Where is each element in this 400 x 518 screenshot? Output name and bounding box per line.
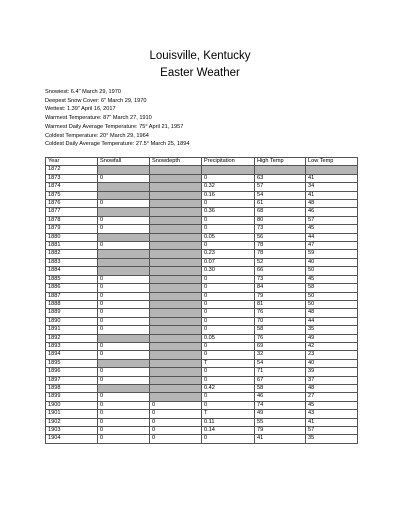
table-row — [46, 342, 358, 350]
column-header-high-temp: High Temp — [255, 158, 306, 166]
table-row — [46, 275, 358, 283]
cell-low-temp: 50 — [306, 267, 358, 275]
cell-snowdepth — [150, 317, 202, 325]
cell-high-temp: 71 — [255, 368, 306, 376]
cell-snowdepth — [150, 216, 202, 224]
table-row — [46, 359, 358, 367]
table-row — [46, 250, 358, 258]
cell-snowdepth — [150, 166, 202, 174]
cell-high-temp — [255, 166, 306, 174]
cell-low-temp: 40 — [306, 258, 358, 266]
cell-snowfall — [98, 233, 150, 241]
easter-weather-table — [45, 157, 358, 444]
cell-high-temp: 78 — [255, 250, 306, 258]
cell-low-temp: 41 — [306, 418, 358, 426]
cell-year: 1885 — [46, 275, 98, 283]
cell-low-temp: 23 — [306, 351, 358, 359]
cell-year: 1889 — [46, 309, 98, 317]
cell-snowdepth — [150, 200, 202, 208]
record-deepest-snow-cover: Deepest Snow Cover: 6" March 29, 1970 — [45, 97, 147, 104]
cell-precipitation: 0.23 — [202, 250, 255, 258]
cell-precipitation: 0 — [202, 225, 255, 233]
cell-precipitation: 0.14 — [202, 427, 255, 435]
cell-snowfall: 0 — [98, 326, 150, 334]
cell-year: 1900 — [46, 401, 98, 409]
cell-snowfall — [98, 250, 150, 258]
table-row — [46, 401, 358, 409]
cell-snowfall: 0 — [98, 342, 150, 350]
cell-snowdepth — [150, 191, 202, 199]
cell-snowdepth — [150, 275, 202, 283]
cell-high-temp: 46 — [255, 393, 306, 401]
cell-year: 1886 — [46, 284, 98, 292]
cell-precipitation: 0.32 — [202, 183, 255, 191]
table-body — [46, 166, 358, 443]
record-snowiest: Snowiest: 6.4" March 29, 1970 — [45, 89, 121, 95]
cell-precipitation: 0 — [202, 309, 255, 317]
cell-snowfall: 0 — [98, 351, 150, 359]
cell-year: 1881 — [46, 242, 98, 250]
table-row — [46, 200, 358, 208]
table-row — [46, 166, 358, 174]
cell-precipitation: 0 — [202, 368, 255, 376]
cell-low-temp: 27 — [306, 393, 358, 401]
cell-low-temp: 48 — [306, 200, 358, 208]
cell-year: 1878 — [46, 216, 98, 224]
cell-snowfall: 0 — [98, 427, 150, 435]
cell-snowdepth — [150, 284, 202, 292]
cell-low-temp: 48 — [306, 309, 358, 317]
cell-high-temp: 32 — [255, 351, 306, 359]
cell-precipitation: 0 — [202, 393, 255, 401]
cell-year: 1904 — [46, 435, 98, 443]
cell-year: 1879 — [46, 225, 98, 233]
table-header-row — [46, 158, 358, 166]
cell-snowfall — [98, 267, 150, 275]
table-row — [46, 317, 358, 325]
cell-snowdepth — [150, 334, 202, 342]
cell-snowdepth — [150, 384, 202, 392]
cell-snowfall — [98, 183, 150, 191]
cell-snowfall: 0 — [98, 410, 150, 418]
cell-year: 1884 — [46, 267, 98, 275]
cell-high-temp: 79 — [255, 292, 306, 300]
page-title: Louisville, Kentucky — [149, 50, 251, 62]
cell-high-temp: 63 — [255, 174, 306, 182]
cell-low-temp: 42 — [306, 342, 358, 350]
cell-high-temp: 76 — [255, 334, 306, 342]
cell-high-temp: 58 — [255, 384, 306, 392]
cell-high-temp: 54 — [255, 191, 306, 199]
cell-snowfall — [98, 384, 150, 392]
cell-snowfall: 0 — [98, 418, 150, 426]
column-header-snowfall: Snowfall — [98, 158, 150, 166]
column-header-snowdepth: Snowdepth — [150, 158, 202, 166]
cell-low-temp: 44 — [306, 317, 358, 325]
cell-year: 1876 — [46, 200, 98, 208]
cell-high-temp: 70 — [255, 317, 306, 325]
table-row — [46, 183, 358, 191]
cell-precipitation: 0.05 — [202, 334, 255, 342]
cell-snowdepth: 0 — [150, 418, 202, 426]
table-row — [46, 368, 358, 376]
cell-low-temp: 44 — [306, 233, 358, 241]
cell-snowfall: 0 — [98, 309, 150, 317]
cell-snowdepth — [150, 233, 202, 241]
cell-year: 1899 — [46, 393, 98, 401]
cell-precipitation: 0.07 — [202, 258, 255, 266]
cell-high-temp: 66 — [255, 267, 306, 275]
table-row — [46, 225, 358, 233]
cell-precipitation: 0 — [202, 200, 255, 208]
cell-snowfall — [98, 258, 150, 266]
cell-precipitation: 0.11 — [202, 418, 255, 426]
cell-precipitation: 0.16 — [202, 191, 255, 199]
cell-year: 1897 — [46, 376, 98, 384]
cell-high-temp: 68 — [255, 208, 306, 216]
cell-year: 1902 — [46, 418, 98, 426]
cell-snowdepth — [150, 242, 202, 250]
cell-high-temp: 49 — [255, 410, 306, 418]
cell-year: 1875 — [46, 191, 98, 199]
table-row — [46, 427, 358, 435]
cell-low-temp: 43 — [306, 410, 358, 418]
cell-precipitation: 0 — [202, 376, 255, 384]
cell-snowfall — [98, 191, 150, 199]
cell-snowdepth: 0 — [150, 410, 202, 418]
cell-snowfall: 0 — [98, 401, 150, 409]
cell-year: 1873 — [46, 174, 98, 182]
record-coldest-daily-average: Coldest Daily Average Temperature: 27.5° March 25, 1894 — [45, 141, 190, 148]
cell-year: 1894 — [46, 351, 98, 359]
table-row — [46, 292, 358, 300]
cell-high-temp: 76 — [255, 309, 306, 317]
cell-snowfall: 0 — [98, 292, 150, 300]
table-row — [46, 216, 358, 224]
cell-high-temp: 79 — [255, 427, 306, 435]
cell-snowfall — [98, 334, 150, 342]
cell-low-temp: 41 — [306, 174, 358, 182]
cell-year: 1872 — [46, 166, 98, 174]
cell-high-temp: 55 — [255, 418, 306, 426]
cell-snowdepth — [150, 368, 202, 376]
cell-low-temp: 41 — [306, 191, 358, 199]
table-row — [46, 174, 358, 182]
cell-precipitation: 0 — [202, 326, 255, 334]
cell-snowfall: 0 — [98, 317, 150, 325]
cell-high-temp: 69 — [255, 342, 306, 350]
cell-snowfall: 0 — [98, 225, 150, 233]
cell-precipitation: 0 — [202, 300, 255, 308]
page-subtitle: Easter Weather — [160, 67, 240, 79]
cell-snowdepth — [150, 326, 202, 334]
cell-snowfall: 0 — [98, 216, 150, 224]
cell-low-temp: 45 — [306, 401, 358, 409]
cell-year: 1887 — [46, 292, 98, 300]
cell-high-temp: 78 — [255, 242, 306, 250]
table-row — [46, 242, 358, 250]
cell-high-temp: 81 — [255, 300, 306, 308]
table-row — [46, 435, 358, 443]
table-row — [46, 384, 358, 392]
column-header-low-temp: Low Temp — [306, 158, 358, 166]
records-summary — [45, 88, 189, 149]
cell-snowfall: 0 — [98, 376, 150, 384]
cell-snowdepth — [150, 376, 202, 384]
cell-high-temp: 41 — [255, 435, 306, 443]
cell-low-temp: 40 — [306, 359, 358, 367]
cell-year: 1893 — [46, 342, 98, 350]
cell-low-temp: 50 — [306, 292, 358, 300]
cell-snowfall — [98, 208, 150, 216]
cell-high-temp: 61 — [255, 200, 306, 208]
cell-low-temp: 45 — [306, 275, 358, 283]
cell-high-temp: 52 — [255, 258, 306, 266]
cell-precipitation: 0 — [202, 317, 255, 325]
cell-low-temp: 47 — [306, 242, 358, 250]
cell-precipitation: 0 — [202, 174, 255, 182]
cell-snowdepth — [150, 174, 202, 182]
table-row — [46, 376, 358, 384]
cell-snowdepth — [150, 208, 202, 216]
cell-snowfall: 0 — [98, 368, 150, 376]
cell-high-temp: 73 — [255, 275, 306, 283]
column-header-precipitation: Precipitation — [202, 158, 255, 166]
cell-snowdepth — [150, 250, 202, 258]
cell-snowfall: 0 — [98, 284, 150, 292]
cell-low-temp: 45 — [306, 225, 358, 233]
cell-year: 1882 — [46, 250, 98, 258]
cell-snowdepth: 0 — [150, 427, 202, 435]
table-row — [46, 267, 358, 275]
cell-high-temp: 54 — [255, 359, 306, 367]
cell-low-temp: 49 — [306, 334, 358, 342]
cell-precipitation: 0 — [202, 292, 255, 300]
table-row — [46, 191, 358, 199]
cell-low-temp: 57 — [306, 427, 358, 435]
cell-low-temp: 50 — [306, 300, 358, 308]
cell-year: 1890 — [46, 317, 98, 325]
cell-year: 1874 — [46, 183, 98, 191]
record-warmest-daily-average: Warmest Daily Average Temperature: 75° April 21, 1957 — [45, 123, 184, 130]
table-row — [46, 351, 358, 359]
cell-low-temp: 34 — [306, 183, 358, 191]
cell-year: 1880 — [46, 233, 98, 241]
cell-year: 1883 — [46, 258, 98, 266]
table-row — [46, 393, 358, 401]
cell-precipitation: T — [202, 410, 255, 418]
table-row — [46, 284, 358, 292]
cell-high-temp: 73 — [255, 225, 306, 233]
cell-snowdepth — [150, 258, 202, 266]
cell-high-temp: 80 — [255, 216, 306, 224]
cell-low-temp: 59 — [306, 250, 358, 258]
cell-low-temp — [306, 166, 358, 174]
cell-snowfall: 0 — [98, 242, 150, 250]
cell-snowdepth — [150, 351, 202, 359]
cell-snowfall: 0 — [98, 393, 150, 401]
cell-snowdepth — [150, 342, 202, 350]
cell-year: 1901 — [46, 410, 98, 418]
cell-year: 1892 — [46, 334, 98, 342]
cell-year: 1891 — [46, 326, 98, 334]
table-row — [46, 418, 358, 426]
table-row — [46, 208, 358, 216]
cell-precipitation: 0.36 — [202, 208, 255, 216]
column-header-year: Year — [46, 158, 98, 166]
cell-snowfall: 0 — [98, 435, 150, 443]
table-row — [46, 258, 358, 266]
cell-precipitation: 0 — [202, 275, 255, 283]
cell-low-temp: 39 — [306, 368, 358, 376]
cell-precipitation: 0 — [202, 401, 255, 409]
cell-high-temp: 57 — [255, 183, 306, 191]
cell-high-temp: 84 — [255, 284, 306, 292]
cell-precipitation: 0.42 — [202, 384, 255, 392]
cell-low-temp: 58 — [306, 284, 358, 292]
cell-snowfall: 0 — [98, 275, 150, 283]
cell-snowdepth — [150, 225, 202, 233]
cell-snowdepth — [150, 183, 202, 191]
cell-year: 1896 — [46, 368, 98, 376]
cell-precipitation: 0.30 — [202, 267, 255, 275]
cell-snowfall — [98, 166, 150, 174]
cell-low-temp: 48 — [306, 384, 358, 392]
record-wettest: Wettest: 1.39" April 16, 2017 — [45, 106, 116, 113]
cell-precipitation — [202, 166, 255, 174]
cell-low-temp: 46 — [306, 208, 358, 216]
cell-low-temp: 35 — [306, 435, 358, 443]
cell-snowdepth — [150, 359, 202, 367]
table-row — [46, 309, 358, 317]
cell-precipitation: 0 — [202, 351, 255, 359]
cell-precipitation: 0 — [202, 216, 255, 224]
cell-snowdepth: 0 — [150, 435, 202, 443]
cell-snowdepth — [150, 292, 202, 300]
table-row — [46, 334, 358, 342]
cell-snowdepth — [150, 300, 202, 308]
cell-year: 1898 — [46, 384, 98, 392]
cell-year: 1903 — [46, 427, 98, 435]
cell-snowfall: 0 — [98, 300, 150, 308]
cell-high-temp: 67 — [255, 376, 306, 384]
cell-precipitation: 0 — [202, 242, 255, 250]
cell-low-temp: 37 — [306, 376, 358, 384]
cell-year: 1877 — [46, 208, 98, 216]
record-coldest-temperature: Coldest Temperature: 20° March 29, 1964 — [45, 132, 149, 139]
cell-high-temp: 58 — [255, 326, 306, 334]
table-row — [46, 410, 358, 418]
table-row — [46, 300, 358, 308]
cell-snowdepth — [150, 309, 202, 317]
cell-precipitation: 0.05 — [202, 233, 255, 241]
cell-precipitation: 0 — [202, 435, 255, 443]
cell-snowdepth — [150, 267, 202, 275]
cell-snowdepth: 0 — [150, 401, 202, 409]
cell-precipitation: T — [202, 359, 255, 367]
cell-high-temp: 56 — [255, 233, 306, 241]
cell-snowdepth — [150, 393, 202, 401]
cell-precipitation: 0 — [202, 284, 255, 292]
cell-year: 1895 — [46, 359, 98, 367]
cell-low-temp: 57 — [306, 216, 358, 224]
table-row — [46, 233, 358, 241]
cell-year: 1888 — [46, 300, 98, 308]
record-warmest-temperature: Warmest Temperature: 87" March 27, 1910 — [45, 115, 152, 122]
cell-snowfall: 0 — [98, 174, 150, 182]
table-row — [46, 326, 358, 334]
cell-precipitation: 0 — [202, 342, 255, 350]
cell-snowfall: 0 — [98, 200, 150, 208]
cell-high-temp: 74 — [255, 401, 306, 409]
cell-snowfall — [98, 359, 150, 367]
cell-low-temp: 35 — [306, 326, 358, 334]
